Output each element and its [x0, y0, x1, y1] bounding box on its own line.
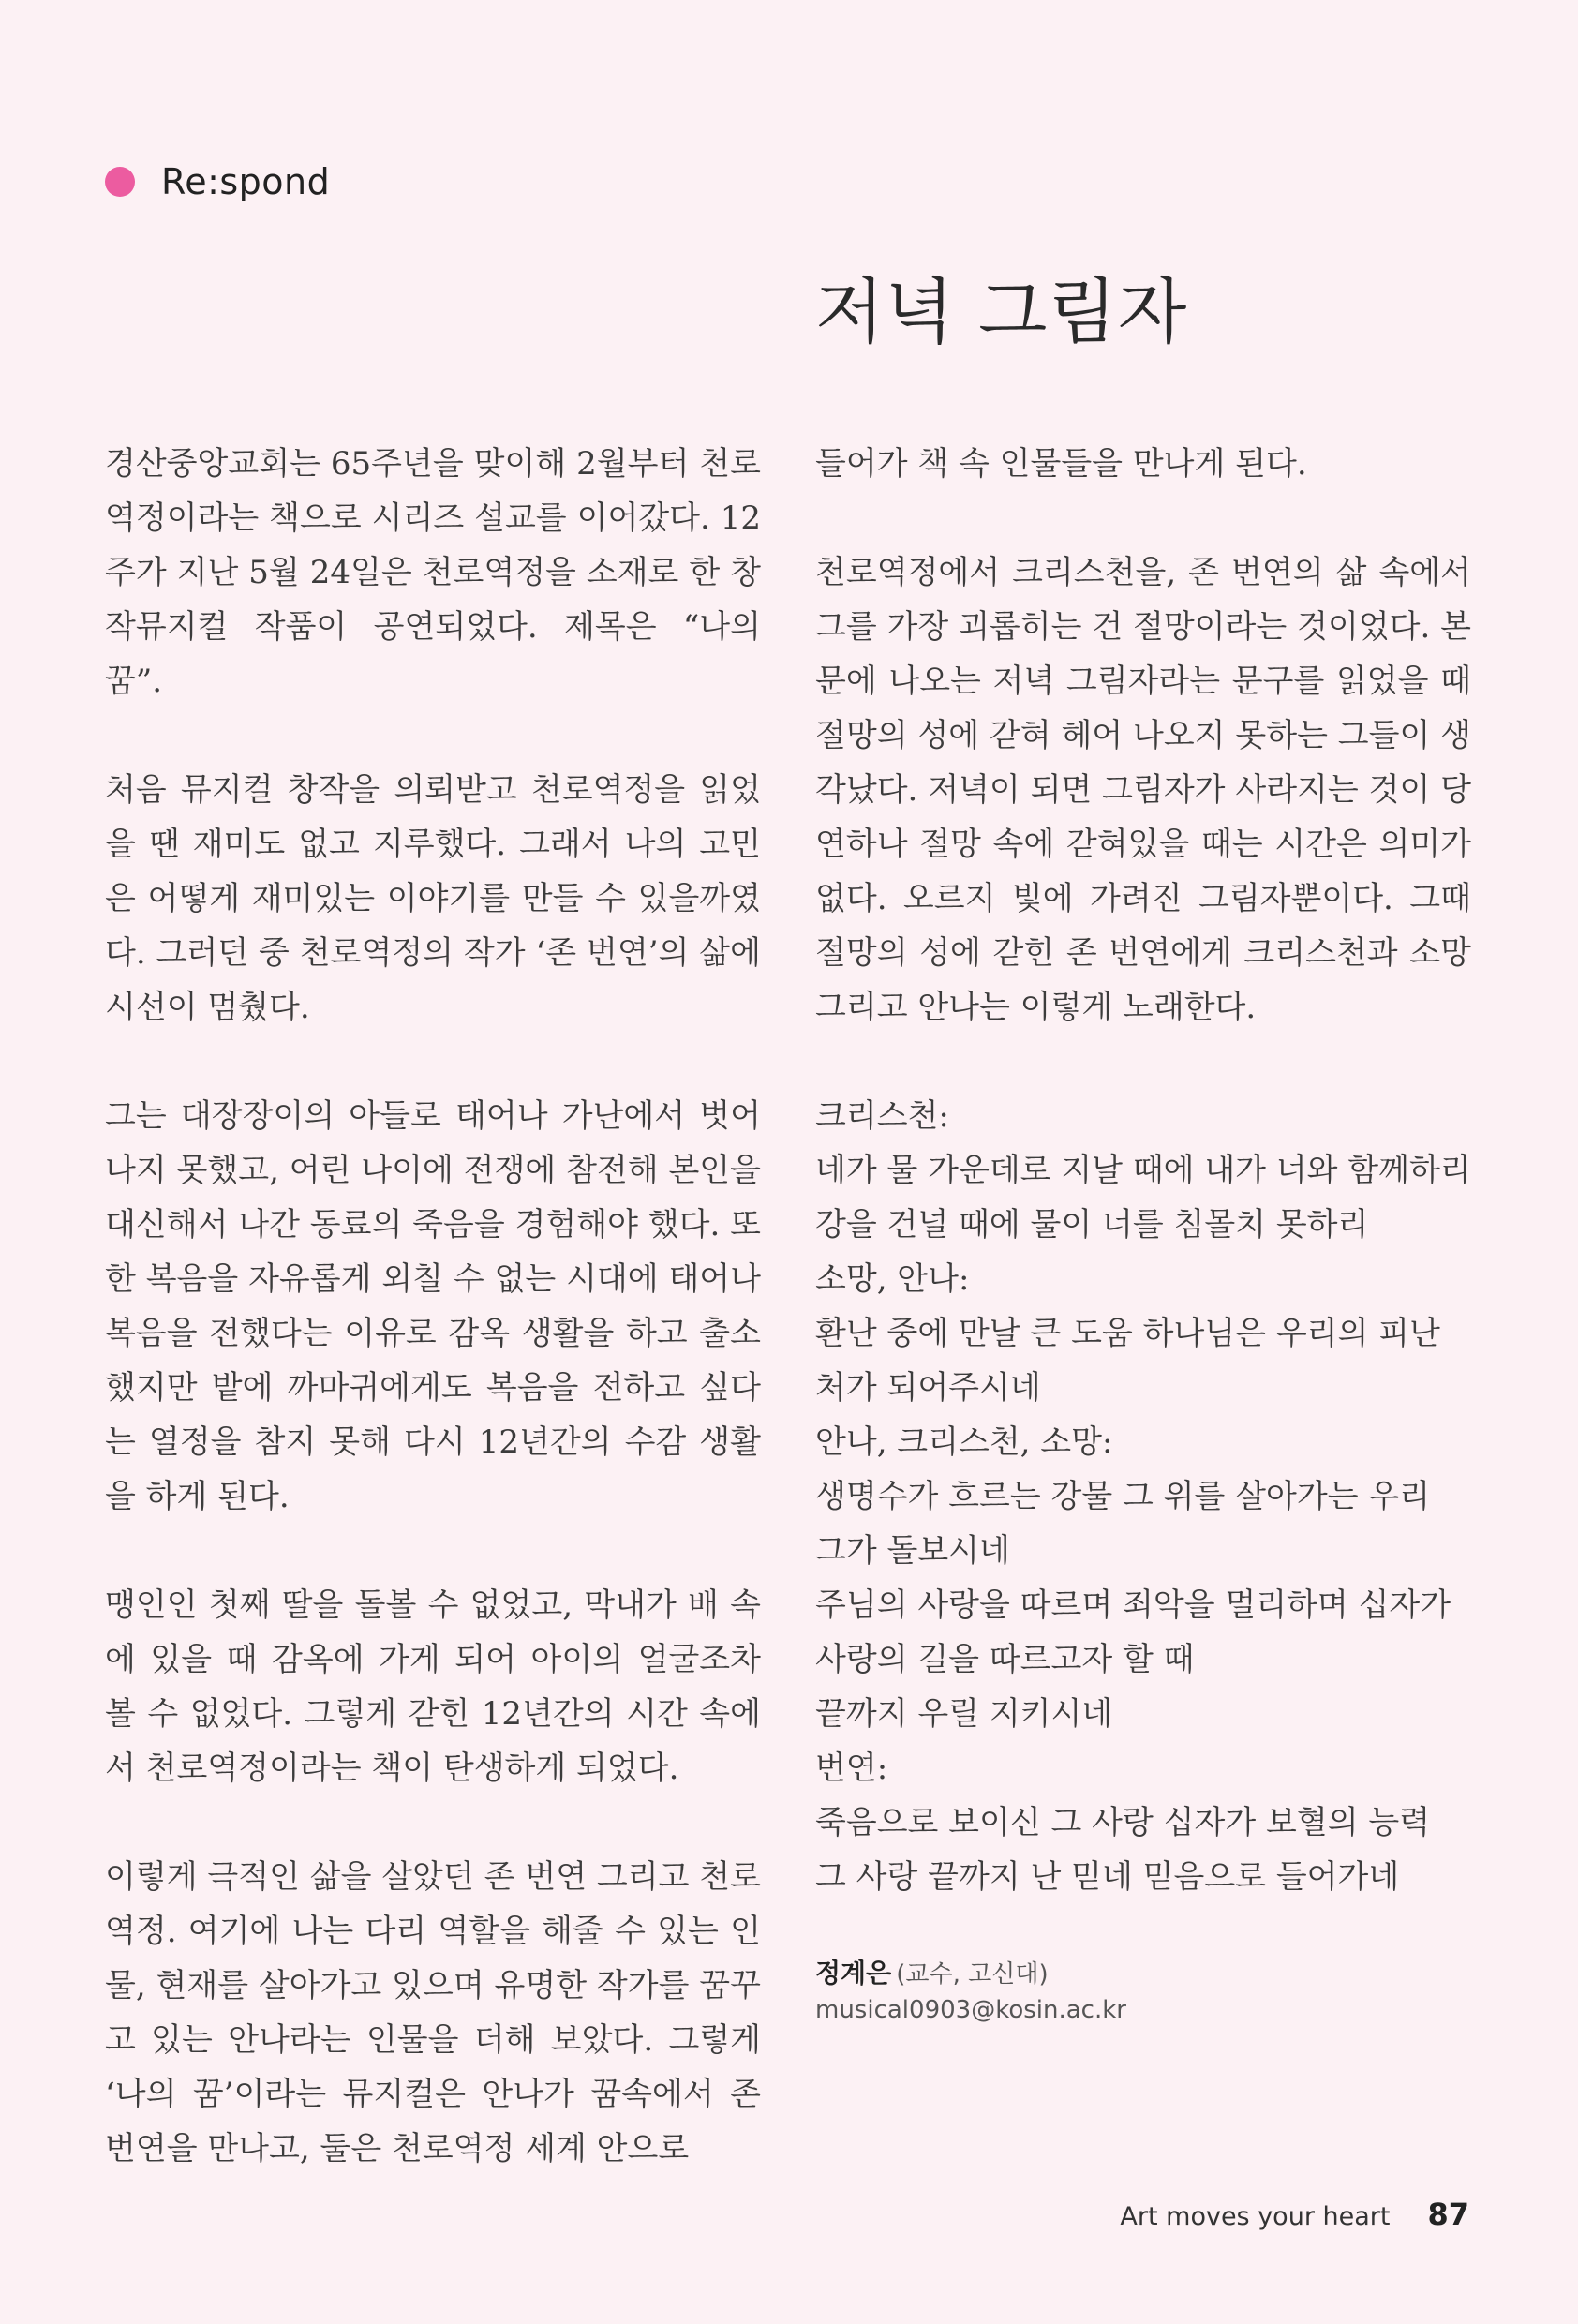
- lyric-line: 네가 물 가운데로 지날 때에 내가 너와 함께하리: [815, 1152, 1471, 1189]
- section-label: Re:spond: [161, 161, 331, 202]
- page-footer: [1120, 2197, 1469, 2232]
- author-credit: [815, 1953, 1471, 2024]
- lyric-line: 강을 건널 때에 물이 너를 침몰치 못하리: [815, 1206, 1369, 1244]
- section-dot-icon: [105, 167, 135, 197]
- lyric-line: 처가 되어주시네: [815, 1369, 1041, 1407]
- lyric-line: 그가 돌보시네: [815, 1532, 1010, 1570]
- paragraph: 처음 뮤지컬 창작을 의뢰받고 천로역정을 읽었을 땐 재미도 없고 지루했다. 그래서 나의 고민은 어떻게 재미있는 이야기를 만들 수 있을까였다. 그러던 중 천로역정의 작가 ‘존 번연’의 삶에 시선이 멈췄다.: [105, 771, 761, 1026]
- footer-tagline: Art moves your heart: [1120, 2202, 1391, 2231]
- paragraph: 맹인인 첫째 딸을 돌볼 수 없었고, 막내가 배 속에 있을 때 감옥에 가게 되어 아이의 얼굴조차 볼 수 없었다. 그렇게 갇힌 12년간의 시간 속에서 천로역정이라는 책이 탄생하게 되었다.: [105, 1587, 761, 1787]
- lyric-line: 환난 중에 만날 큰 도움 하나님은 우리의 피난: [815, 1315, 1440, 1352]
- author-name: 정계은: [815, 1958, 892, 1989]
- paragraph: 그는 대장장이의 아들로 태어나 가난에서 벗어나지 못했고, 어린 나이에 전쟁에 참전해 본인을 대신해서 나간 동료의 죽음을 경험해야 했다. 또한 복음을 자유롭게 외칠 수 없는 시대에 태어나 복음을 전했다는 이유로 감옥 생활을 하고 출소했지만 밭에 까마귀에게도 복음을 전하고 싶다는 열정을 참지 못해 다시 12년간의 수감 생활을 하게 된다.: [105, 1097, 761, 1515]
- left-column: [105, 437, 761, 2176]
- lyrics-block: [815, 1089, 1471, 1904]
- lyric-line: 끝까지 우릴 지키시네: [815, 1695, 1113, 1733]
- lyric-line: 주님의 사랑을 따르며 죄악을 멀리하며 십자가: [815, 1587, 1451, 1624]
- paragraph: 천로역정에서 크리스천을, 존 번연의 삶 속에서 그를 가장 괴롭히는 건 절망이라는 것이었다. 본문에 나오는 저녁 그림자라는 문구를 읽었을 때 절망의 성에 갇혀 헤어 나오지 못하는 그들이 생각났다. 저녁이 되면 그림자가 사라지는 것이 당연하나 절망 속에 갇혀있을 때는 시간은 의미가 없다. 오르지 빛에 가려진 그림자뿐이다. 그때 절망의 성에 갇힌 존 번연에게 크리스천과 소망 그리고 안나는 이렇게 노래한다.: [815, 554, 1471, 1026]
- article-title: 저녁 그림자: [815, 270, 1188, 353]
- lyric-line: 생명수가 흐르는 강물 그 위를 살아가는 우리: [815, 1478, 1431, 1515]
- paragraph: 들어가 책 속 인물들을 만나게 된다.: [815, 445, 1307, 483]
- author-affiliation: (교수, 고신대): [896, 1960, 1049, 1989]
- lyric-line: 안나, 크리스천, 소망:: [815, 1423, 1113, 1461]
- right-column: [815, 437, 1471, 2024]
- lyric-line: 크리스천:: [815, 1097, 949, 1135]
- lyric-line: 죽음으로 보이신 그 사랑 십자가 보혈의 능력: [815, 1804, 1431, 1841]
- lyric-line: 소망, 안나:: [815, 1260, 970, 1298]
- lyric-line: 사랑의 길을 따르고자 할 때: [815, 1641, 1195, 1678]
- paragraph: 경산중앙교회는 65주년을 맞이해 2월부터 천로역정이라는 책으로 시리즈 설교를 이어갔다. 12주가 지난 5월 24일은 천로역정을 소재로 한 창작뮤지컬 작품이 공연되었다. 제목은 “나의 꿈”.: [105, 445, 761, 700]
- page-number: 87: [1427, 2197, 1469, 2232]
- section-header: [105, 161, 330, 202]
- lyric-line: 그 사랑 끝까지 난 믿네 믿음으로 들어가네: [815, 1858, 1400, 1896]
- author-email: musical0903@kosin.ac.kr: [815, 1996, 1126, 2024]
- paragraph: 이렇게 극적인 삶을 살았던 존 번연 그리고 천로역정. 여기에 나는 다리 역할을 해줄 수 있는 인물, 현재를 살아가고 있으며 유명한 작가를 꿈꾸고 있는 안나라는 인물을 더해 보았다. 그렇게 ‘나의 꿈’이라는 뮤지컬은 안나가 꿈속에서 존 번연을 만나고, 둘은 천로역정 세계 안으로: [105, 1858, 761, 2168]
- lyric-line: 번연:: [815, 1750, 888, 1787]
